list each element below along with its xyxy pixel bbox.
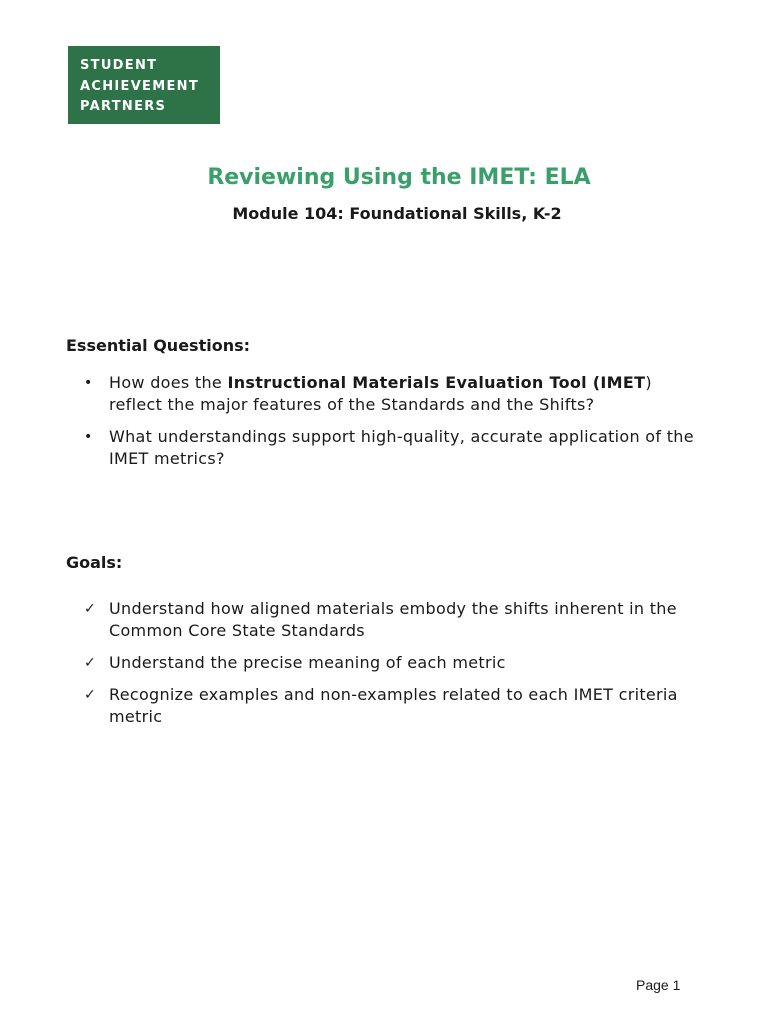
bullet-icon: • <box>84 429 93 445</box>
goals-heading: Goals: <box>66 553 123 572</box>
checkmark-icon: ✓ <box>84 655 97 671</box>
page-number: Page 1 <box>636 977 681 993</box>
list-item <box>84 426 704 470</box>
bullet-icon: • <box>84 375 93 391</box>
logo-line-2: ACHIEVEMENT <box>80 78 200 94</box>
checkmark-icon: ✓ <box>84 601 97 617</box>
goals-list <box>84 598 704 738</box>
question-1-part-1: How does the <box>109 373 228 392</box>
goal-1-text: Understand how aligned materials embody the shifts inherent in the Common Core State Standards <box>109 599 677 640</box>
logo-line-1: STUDENT <box>80 58 158 73</box>
question-2-text: What understandings support high-quality, accurate application of the IMET metrics? <box>109 427 694 468</box>
document-subtitle: Module 104: Foundational Skills, K-2 <box>232 204 562 223</box>
student-achievement-partners-logo <box>68 46 220 124</box>
question-1-part-2: Instructional Materials Evaluation Tool (IMET <box>227 373 646 392</box>
goal-3-text: Recognize examples and non-examples related to each IMET criteria metric <box>109 685 678 726</box>
essential-questions-list <box>84 372 704 480</box>
document-title: Reviewing Using the IMET: ELA <box>207 165 591 190</box>
goal-2-text: Understand the precise meaning of each metric <box>109 653 506 672</box>
list-item <box>84 684 704 728</box>
list-item <box>84 652 704 674</box>
essential-questions-heading: Essential Questions: <box>66 336 251 355</box>
logo-line-3: PARTNERS <box>80 99 167 114</box>
list-item <box>84 372 704 416</box>
checkmark-icon: ✓ <box>84 687 97 703</box>
question-1-part-3: ) reflect the major features of the Standards and the Shifts? <box>109 373 652 414</box>
list-item <box>84 598 704 642</box>
